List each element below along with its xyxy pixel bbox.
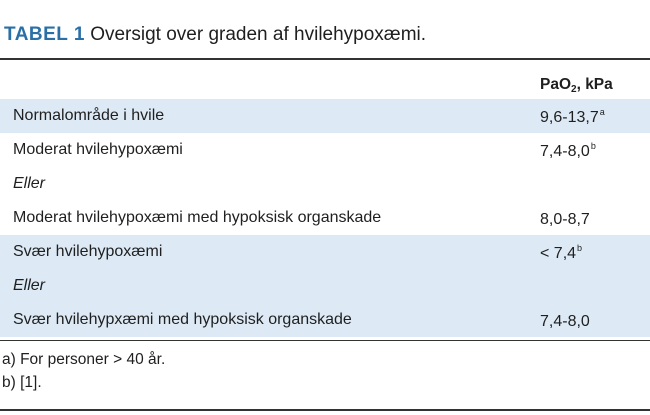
footnotes [2, 348, 165, 394]
data-table [0, 99, 650, 337]
row-value [540, 277, 541, 297]
table-number: TABEL 1 [4, 24, 85, 45]
column-header-subscript: 2 [571, 84, 577, 95]
column-header-main: PaO [540, 76, 572, 93]
row-label: Svær hvilehypxæmi med hypoksisk organskade [13, 311, 352, 328]
row-label: Normalområde i hvile [13, 107, 165, 124]
row-value: 8,0-8,7 [540, 211, 590, 228]
table-row [0, 167, 650, 201]
table-bottom-rule [0, 340, 650, 341]
footnote-b: b) [1]. [2, 374, 42, 391]
row-value: < 7,4$^b$ [540, 243, 583, 262]
row-label: Svær hvilehypoxæmi [13, 243, 163, 260]
table-row [0, 133, 650, 167]
table-row [0, 235, 650, 269]
table-caption: Oversigt over graden af hvilehypoxæmi. [90, 24, 427, 45]
row-value: 7,4-8,0$^b$ [540, 141, 596, 160]
row-value: 9,6-13,7$^a$ [540, 107, 605, 126]
table-row [0, 201, 650, 235]
bottom-rule [0, 409, 650, 411]
row-label: Moderat hvilehypoxæmi [13, 141, 183, 158]
footnote-a: a) For personer > 40 år. [2, 351, 166, 368]
row-label: Eller [13, 175, 46, 192]
footnote-marker: a [599, 107, 605, 117]
table-title [4, 23, 426, 47]
row-value [540, 175, 541, 195]
column-header-unit: , kPa [576, 76, 613, 93]
column-header-pao2 [540, 76, 613, 95]
top-rule [0, 58, 650, 60]
row-label: Moderat hvilehypoxæmi med hypoksisk organskade [13, 209, 382, 226]
table-row [0, 269, 650, 303]
table-row [0, 99, 650, 133]
row-value: 7,4-8,0 [540, 313, 590, 330]
table-row [0, 303, 650, 337]
footnote-marker: b [577, 243, 583, 253]
footnote-marker: b [590, 141, 596, 151]
row-label: Eller [13, 277, 46, 294]
